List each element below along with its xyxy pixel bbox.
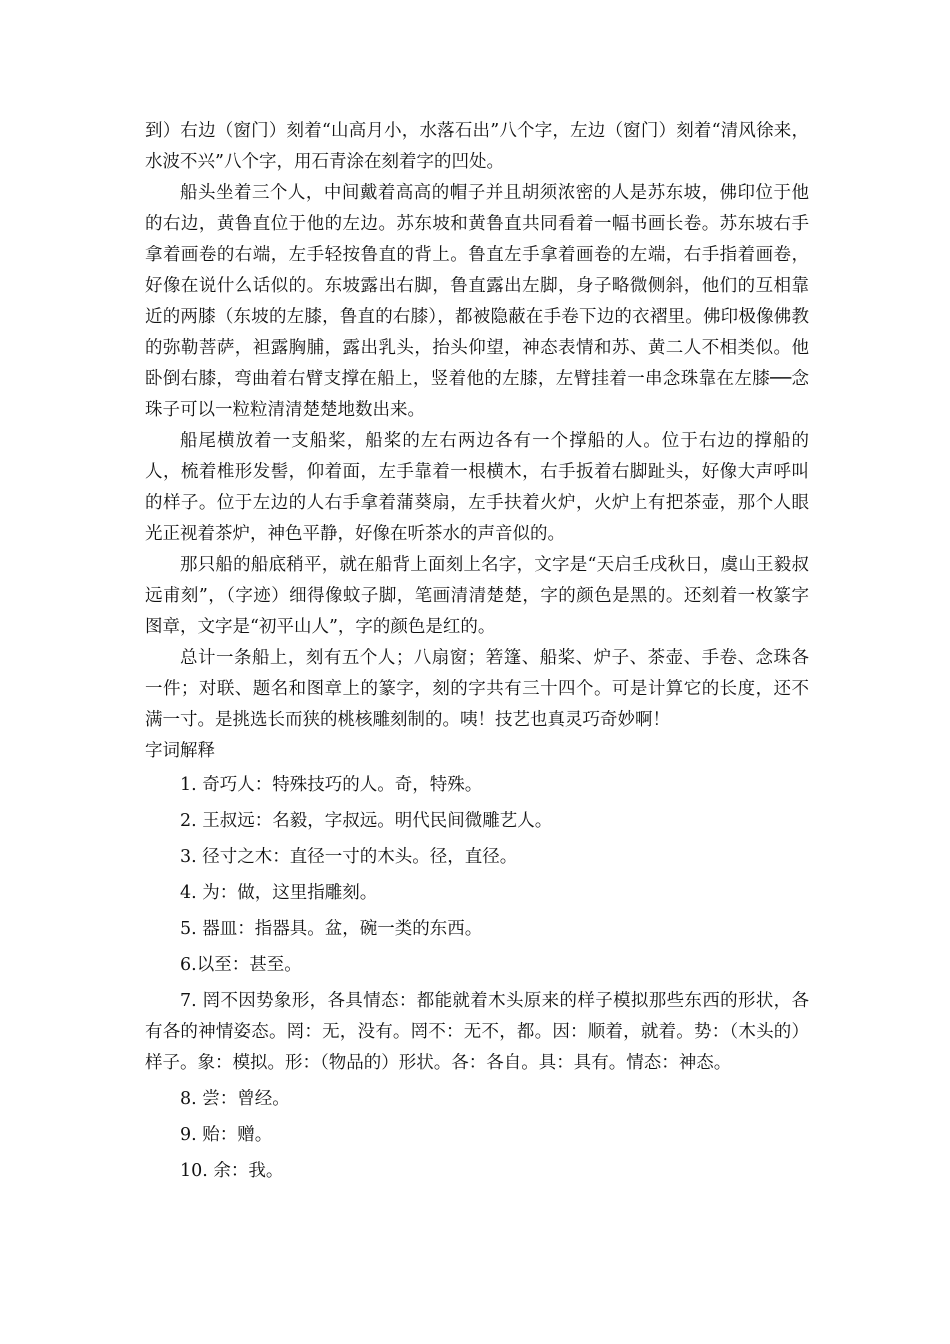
paragraph-stern: 船尾横放着一支船桨，船桨的左右两边各有一个撑船的人。位于右边的撑船的人，梳着椎形发髻，仰着面，左手靠着一根横木，右手扳着右脚趾头，好像大声呼叫的样子。位于左边的人右手拿着蒲葵扇，左手扶着火炉，火炉上有把茶壶，那个人眼光正视着茶炉，神色平静，好像在听茶水的声音似的。 [145,431,809,544]
glossary-item: 3. 径寸之木：直径一寸的木头。径，直径。 [180,847,518,867]
glossary-item: 2. 王叔远：名毅，字叔远。明代民间微雕艺人。 [180,811,553,831]
glossary-item: 6.以至：甚至。 [180,955,302,975]
paragraph-continued: 到）右边（窗门）刻着“山高月小，水落石出”八个字，左边（窗门）刻着“清风徐来，水波不兴”八个字，用石青涂在刻着字的凹处。 [145,121,809,172]
document-page [145,116,809,1187]
glossary-list [145,770,809,1187]
glossary-item: 8. 尝：曾经。 [180,1089,290,1109]
glossary-item: 1. 奇巧人：特殊技巧的人。奇，特殊。 [180,775,483,795]
glossary-item: 9. 贻：赠。 [180,1125,273,1145]
paragraph-bow: 船头坐着三个人，中间戴着高高的帽子并且胡须浓密的人是苏东坡，佛印位于他的右边，黄鲁直位于他的左边。苏东坡和黄鲁直共同看着一幅书画长卷。苏东坡右手拿着画卷的右端，左手轻按鲁直的背上。鲁直左手拿着画卷的左端，右手指着画卷，好像在说什么话似的。东坡露出右脚，鲁直露出左脚，身子略微侧斜，他们的互相靠近的两膝（东坡的左膝，鲁直的右膝），都被隐蔽在手卷下边的衣褶里。佛印极像佛教的弥勒菩萨，袒露胸脯，露出乳头，抬头仰望，神态表情和苏、黄二人不相类似。他卧倒右膝，弯曲着右臂支撑在船上，竖着他的左膝，左臂挂着一串念珠靠在左膝──念珠子可以一粒粒清清楚楚地数出来。 [145,183,809,420]
glossary-heading: 字词解释 [145,741,215,761]
glossary-item: 7. 罔不因势象形，各具情态：都能就着木头原来的样子模拟那些东西的形状，各有各的神情姿态。罔：无，没有。罔不：无不，都。因：顺着，就着。势：（木头的）样子。象：模拟。形：（物品的）形状。各：各自。具：具有。情态：神态。 [145,991,809,1073]
glossary-item: 4. 为：做，这里指雕刻。 [180,883,378,903]
glossary-item: 5. 器皿：指器具。盆，碗一类的东西。 [180,919,483,939]
paragraph-bottom: 那只船的船底稍平，就在船背上面刻上名字，文字是“天启壬戌秋日，虞山王毅叔远甫刻”，（字迹）细得像蚊子脚，笔画清清楚楚，字的颜色是黑的。还刻着一枚篆字图章，文字是“初平山人”，字的颜色是红的。 [145,555,809,637]
glossary-item: 10. 余：我。 [180,1161,284,1181]
paragraph-summary: 总计一条船上，刻有五个人；八扇窗；箬篷、船桨、炉子、茶壶、手卷、念珠各一件；对联、题名和图章上的篆字，刻的字共有三十四个。可是计算它的长度，还不满一寸。是挑选长而狭的桃核雕刻制的。咦！技艺也真灵巧奇妙啊！ [145,648,809,730]
